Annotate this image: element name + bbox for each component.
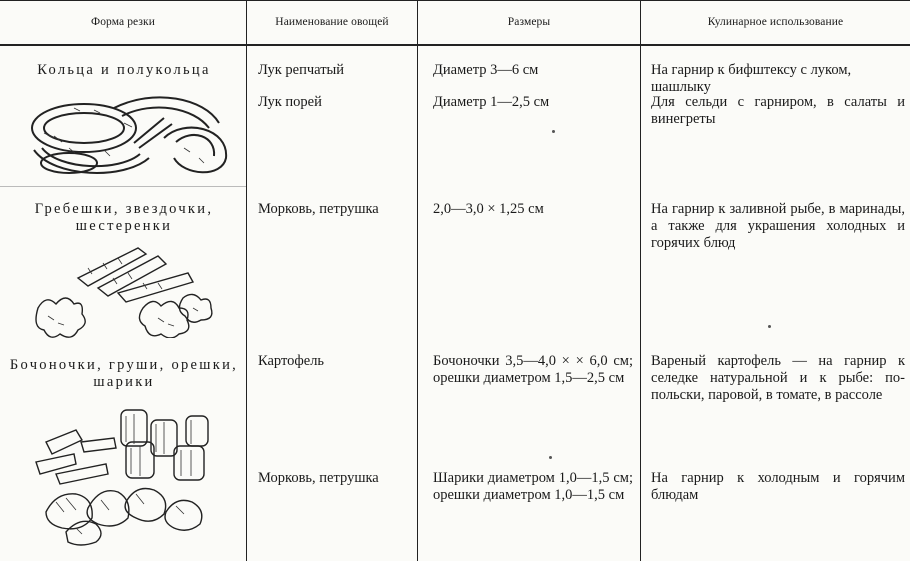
vegetable-name: Морковь, петрушка [258,470,379,486]
size-value: Диаметр 3—6 см [433,62,539,78]
vegetable-name: Морковь, петрушка [258,201,379,217]
print-speck [768,325,771,328]
cut-form-label: Бочоночки, груши, орешки, шарики [9,357,239,390]
size-value: Диаметр 1—2,5 см [433,94,550,110]
cut-form-label: Кольца и полукольца [37,62,211,78]
rings-illustration [14,88,242,182]
size-value: 2,0—3,0 × 1,25 см [433,201,544,217]
culinary-use: На гарнир к бифштексу с луком, шашлыку [651,62,852,95]
header-bottom-rule [0,44,910,46]
column-divider [246,0,247,561]
vegetable-name: Лук репчатый [258,62,345,78]
header-culinary-use: Кулинарное использование [707,16,844,28]
culinary-use: Для сельди с гарниром, в салаты и винегреты [651,94,905,127]
vegetable-name: Лук порей [258,94,322,110]
print-speck [549,456,552,459]
row-divider [0,186,246,187]
header-sizes: Размеры [507,16,551,28]
size-value: Бочоночки 3,5—4,0 × × 6,0 см; орешки диаметром 1,5—2,5 см [433,353,633,386]
header-vegetable-name: Наименование овощей [275,16,389,28]
header-cut-form: Форма резки [91,16,155,28]
culinary-use: Вареный картофель — на гарнир к селедке натуральной и к рыбе: по-польски, паровой, в томате, в рассоле [651,353,905,403]
scallops-illustration [18,238,228,338]
size-value: Шарики диаметром 1,0—1,5 см; орешки диаметром 1,0—1,5 см [433,470,633,503]
table-top-rule [0,0,910,1]
culinary-use: На гарнир к заливной рыбе, в маринады, а также для украшения холодных и горячих блюд [651,201,905,251]
kegs-illustration [26,402,226,552]
cut-form-label: Гребешки, звездочки, шестеренки [34,201,214,234]
culinary-use: На гарнир к холодным и горячим блюдам [651,470,905,503]
print-speck [552,130,555,133]
column-divider [417,0,418,561]
vegetable-name: Картофель [258,353,325,369]
column-divider [640,0,641,561]
